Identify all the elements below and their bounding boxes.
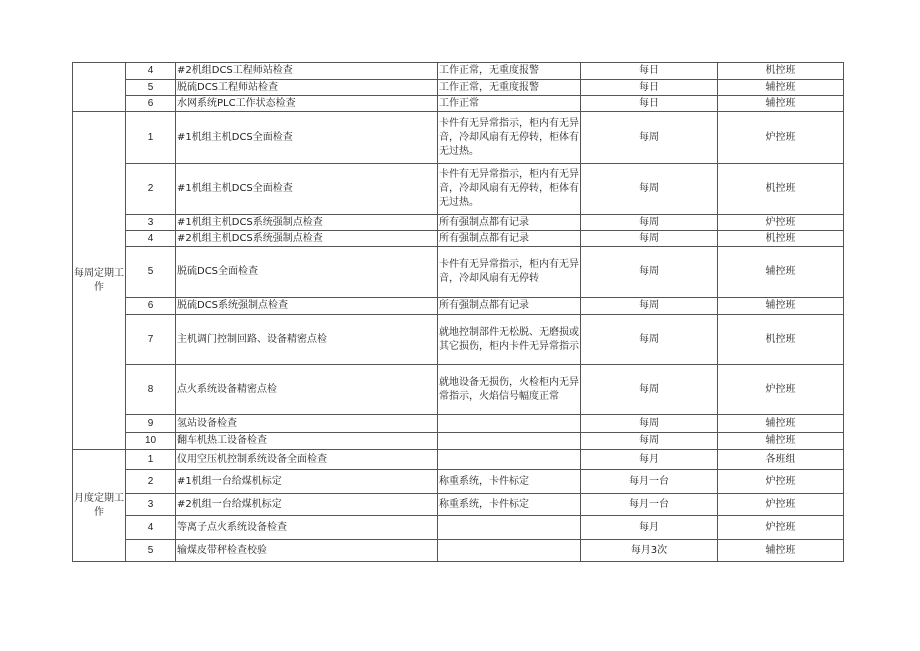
item-cell: 主机调门控制回路、设备精密点检 bbox=[176, 315, 438, 365]
item-cell: #1机组一台给煤机标定 bbox=[176, 470, 438, 494]
standard-cell: 所有强制点都有记录 bbox=[438, 231, 581, 247]
team-cell: 炉控班 bbox=[718, 470, 844, 494]
standard-cell: 工作正常 bbox=[438, 96, 581, 112]
item-cell: 脱硫DCS全面检查 bbox=[176, 247, 438, 298]
frequency-cell: 每周 bbox=[581, 433, 718, 450]
standard-cell bbox=[438, 450, 581, 470]
item-cell: #2机组DCS工程师站检查 bbox=[176, 63, 438, 80]
frequency-cell: 每日 bbox=[581, 63, 718, 80]
table-row bbox=[73, 63, 844, 80]
item-cell: #2机组主机DCS系统强制点检查 bbox=[176, 231, 438, 247]
row-number: 2 bbox=[126, 164, 176, 215]
table-row bbox=[73, 96, 844, 112]
frequency-cell: 每周 bbox=[581, 415, 718, 433]
schedule-table bbox=[72, 62, 844, 562]
standard-cell bbox=[438, 415, 581, 433]
table-row bbox=[73, 164, 844, 215]
table-row bbox=[73, 298, 844, 315]
team-cell: 机控班 bbox=[718, 315, 844, 365]
table-row bbox=[73, 365, 844, 415]
row-number: 3 bbox=[126, 215, 176, 231]
standard-cell: 工作正常，无重度报警 bbox=[438, 80, 581, 96]
category-cell bbox=[73, 63, 126, 112]
frequency-cell: 每月一台 bbox=[581, 470, 718, 494]
frequency-cell: 每周 bbox=[581, 315, 718, 365]
team-cell: 辅控班 bbox=[718, 80, 844, 96]
team-cell: 辅控班 bbox=[718, 247, 844, 298]
table-row bbox=[73, 215, 844, 231]
row-number: 4 bbox=[126, 516, 176, 540]
item-cell: 仪用空压机控制系统设备全面检查 bbox=[176, 450, 438, 470]
frequency-cell: 每月一台 bbox=[581, 494, 718, 516]
category-cell: 每周定期工作 bbox=[73, 112, 126, 450]
frequency-cell: 每月 bbox=[581, 450, 718, 470]
category-cell: 月度定期工作 bbox=[73, 450, 126, 562]
frequency-cell: 每日 bbox=[581, 80, 718, 96]
standard-cell: 卡件有无异常指示，柜内有无异音，冷却风扇有无停转 bbox=[438, 247, 581, 298]
standard-cell: 称重系统，卡件标定 bbox=[438, 494, 581, 516]
frequency-cell: 每周 bbox=[581, 247, 718, 298]
team-cell: 机控班 bbox=[718, 164, 844, 215]
table-row bbox=[73, 112, 844, 164]
table-row bbox=[73, 80, 844, 96]
item-cell: 等离子点火系统设备检查 bbox=[176, 516, 438, 540]
row-number: 3 bbox=[126, 494, 176, 516]
frequency-cell: 每周 bbox=[581, 112, 718, 164]
standard-cell: 卡件有无异常指示，柜内有无异音，冷却风扇有无停转，柜体有无过热。 bbox=[438, 164, 581, 215]
item-cell: #1机组主机DCS全面检查 bbox=[176, 164, 438, 215]
row-number: 2 bbox=[126, 470, 176, 494]
team-cell: 各班组 bbox=[718, 450, 844, 470]
row-number: 5 bbox=[126, 80, 176, 96]
standard-cell: 就地控制部件无松脱、无磨损或其它损伤，柜内卡件无异常指示 bbox=[438, 315, 581, 365]
frequency-cell: 每周 bbox=[581, 298, 718, 315]
frequency-cell: 每周 bbox=[581, 365, 718, 415]
item-cell: 氢站设备检查 bbox=[176, 415, 438, 433]
team-cell: 炉控班 bbox=[718, 112, 844, 164]
item-cell: 脱硫DCS工程师站检查 bbox=[176, 80, 438, 96]
frequency-cell: 每月3次 bbox=[581, 540, 718, 562]
table-row bbox=[73, 540, 844, 562]
item-cell: #2机组一台给煤机标定 bbox=[176, 494, 438, 516]
row-number: 1 bbox=[126, 112, 176, 164]
team-cell: 辅控班 bbox=[718, 298, 844, 315]
frequency-cell: 每月 bbox=[581, 516, 718, 540]
row-number: 5 bbox=[126, 247, 176, 298]
standard-cell: 所有强制点都有记录 bbox=[438, 215, 581, 231]
table-row bbox=[73, 315, 844, 365]
frequency-cell: 每周 bbox=[581, 215, 718, 231]
row-number: 6 bbox=[126, 298, 176, 315]
team-cell: 炉控班 bbox=[718, 494, 844, 516]
standard-cell bbox=[438, 540, 581, 562]
item-cell: #1机组主机DCS全面检查 bbox=[176, 112, 438, 164]
frequency-cell: 每日 bbox=[581, 96, 718, 112]
table-row bbox=[73, 450, 844, 470]
standard-cell bbox=[438, 516, 581, 540]
standard-cell: 所有强制点都有记录 bbox=[438, 298, 581, 315]
row-number: 9 bbox=[126, 415, 176, 433]
frequency-cell: 每周 bbox=[581, 164, 718, 215]
team-cell: 炉控班 bbox=[718, 215, 844, 231]
row-number: 8 bbox=[126, 365, 176, 415]
team-cell: 辅控班 bbox=[718, 433, 844, 450]
standard-cell: 就地设备无损伤，火检柜内无异常指示，火焰信号幅度正常 bbox=[438, 365, 581, 415]
row-number: 4 bbox=[126, 63, 176, 80]
table-row bbox=[73, 516, 844, 540]
item-cell: 输煤皮带秤检查校验 bbox=[176, 540, 438, 562]
row-number: 7 bbox=[126, 315, 176, 365]
standard-cell bbox=[438, 433, 581, 450]
table-row bbox=[73, 494, 844, 516]
standard-cell: 称重系统，卡件标定 bbox=[438, 470, 581, 494]
team-cell: 辅控班 bbox=[718, 540, 844, 562]
standard-cell: 工作正常，无重度报警 bbox=[438, 63, 581, 80]
team-cell: 辅控班 bbox=[718, 415, 844, 433]
item-cell: #1机组主机DCS系统强制点检查 bbox=[176, 215, 438, 231]
row-number: 10 bbox=[126, 433, 176, 450]
frequency-cell: 每周 bbox=[581, 231, 718, 247]
item-cell: 脱硫DCS系统强制点检查 bbox=[176, 298, 438, 315]
standard-cell: 卡件有无异常指示，柜内有无异音，冷却风扇有无停转，柜体有无过热。 bbox=[438, 112, 581, 164]
table-row bbox=[73, 415, 844, 433]
team-cell: 机控班 bbox=[718, 63, 844, 80]
item-cell: 点火系统设备精密点检 bbox=[176, 365, 438, 415]
item-cell: 翻车机热工设备检查 bbox=[176, 433, 438, 450]
table-row bbox=[73, 247, 844, 298]
row-number: 1 bbox=[126, 450, 176, 470]
team-cell: 炉控班 bbox=[718, 365, 844, 415]
row-number: 4 bbox=[126, 231, 176, 247]
team-cell: 炉控班 bbox=[718, 516, 844, 540]
row-number: 6 bbox=[126, 96, 176, 112]
table-row bbox=[73, 470, 844, 494]
team-cell: 机控班 bbox=[718, 231, 844, 247]
item-cell: 水网系统PLC工作状态检查 bbox=[176, 96, 438, 112]
table-row bbox=[73, 433, 844, 450]
row-number: 5 bbox=[126, 540, 176, 562]
table-row bbox=[73, 231, 844, 247]
team-cell: 辅控班 bbox=[718, 96, 844, 112]
